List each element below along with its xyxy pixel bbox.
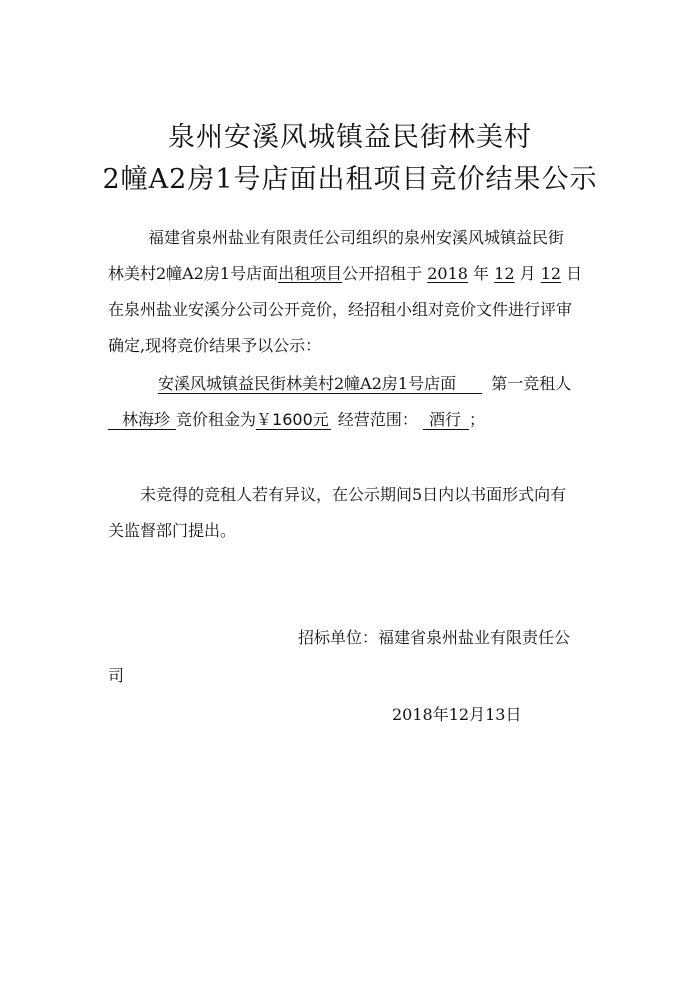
notice-title-line1: 泉州安溪风城镇益民街林美村 — [168, 122, 532, 153]
notice-title-line2: 2幢A2房1号店面出租项目竞价结果公示 — [102, 164, 598, 195]
issuer-line — [298, 628, 570, 648]
intro-line3: 在泉州盐业安溪分公司公开竞价，经招租小组对竞价文件进行评审 — [108, 300, 573, 319]
issuer-name: 福建省泉州盐业有限责任公 — [378, 628, 571, 647]
result-line2 — [108, 410, 485, 430]
intro-line4: 确定,现将竞价结果予以公示： — [108, 336, 322, 355]
objection-line2: 关监督部门提出。 — [108, 521, 237, 540]
intro-property-text: 林美村2幢A2房1号店面 — [108, 264, 279, 283]
notice-date: 2018年12月13日 — [392, 705, 522, 724]
day-unit: 日 — [566, 264, 583, 283]
result-line1 — [158, 374, 571, 394]
objection-line1: 未竞得的竞租人若有异议，在公示期间5日内以书面形式向有 — [140, 485, 567, 504]
end-mark: ； — [468, 410, 485, 429]
issuer-name-continued: 司 — [108, 666, 125, 685]
intro-line2 — [108, 264, 582, 284]
scope-label: 经营范围： — [337, 410, 418, 429]
month-unit: 月 — [519, 264, 536, 283]
rank-label: 第一竞租人 — [491, 374, 572, 393]
project-name: 出租项目 — [278, 264, 343, 283]
intro-line1: 福建省泉州盐业有限责任公司组织的泉州安溪风城镇益民街 — [148, 228, 565, 247]
tender-year: 2018 — [427, 264, 468, 283]
year-unit: 年 — [473, 264, 490, 283]
result-property: 安溪风城镇益民街林美村2幢A2房1号店面 — [158, 374, 482, 394]
rent-label: 竞价租金为 — [176, 410, 257, 429]
intro-open-tender-text: 公开招租于 — [342, 264, 423, 283]
winner-name: 林海珍 — [108, 410, 176, 430]
business-scope: 酒行 — [423, 410, 469, 430]
issuer-label: 招标单位： — [298, 628, 379, 647]
tender-day: 12 — [540, 264, 562, 283]
rent-amount: ￥1600元 — [256, 410, 329, 429]
tender-month: 12 — [494, 264, 515, 283]
